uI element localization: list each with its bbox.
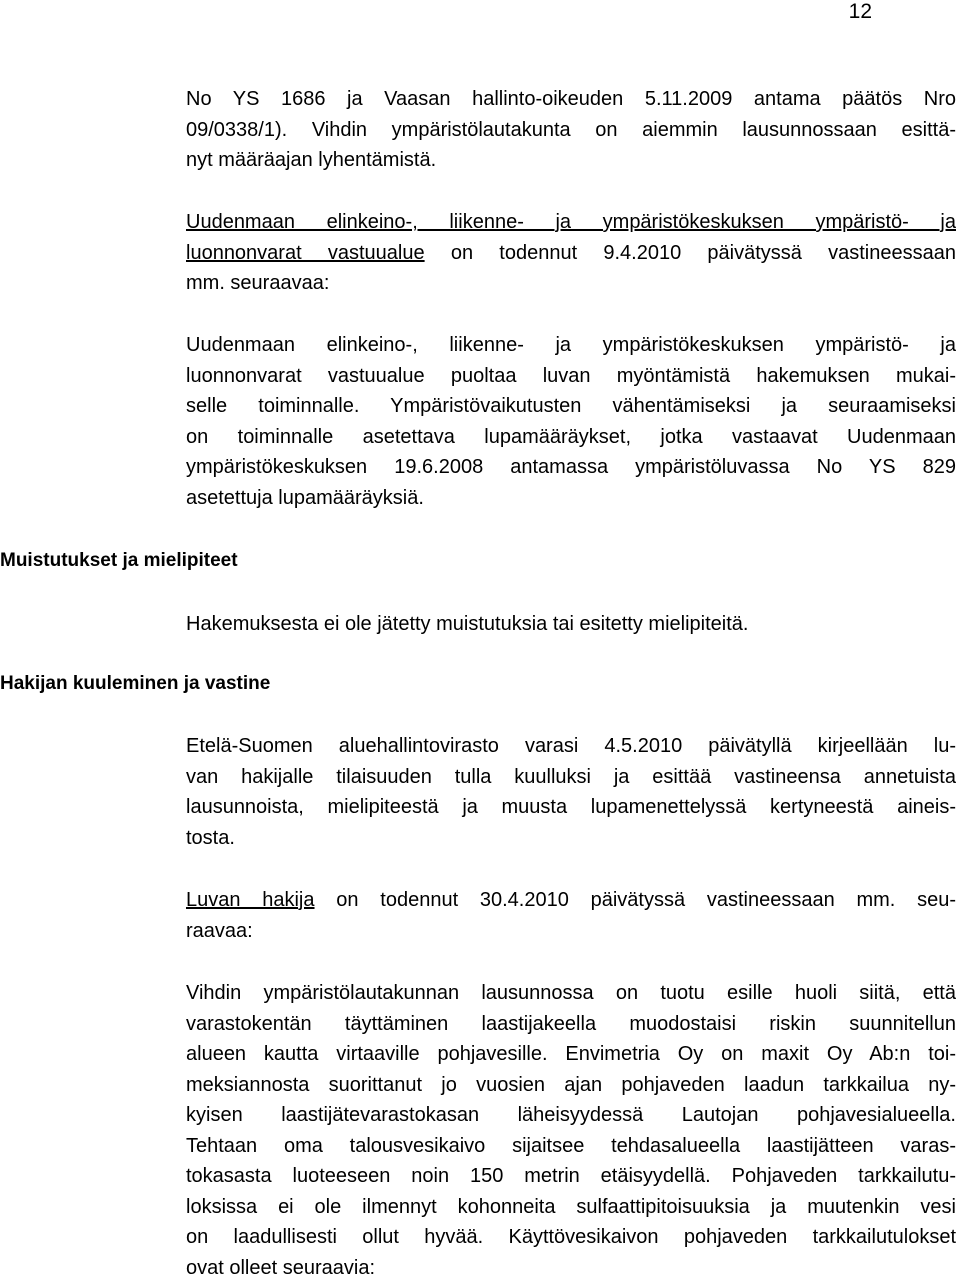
- text-line: 09/0338/1). Vihdin ympäristölautakunta on aiemmin lausunnossaan esittä-: [186, 115, 956, 146]
- text-line: Uudenmaan elinkeino-, liikenne- ja ympäristökeskuksen ympäristö- ja: [186, 330, 956, 361]
- text-line: asetettuja lupamääräyksiä.: [186, 483, 956, 514]
- text-line: Tehtaan oma talousvesikaivo sijaitsee tehdasalueella laastijätteen varas-: [186, 1131, 956, 1162]
- text-line: van hakijalle tilaisuuden tulla kuulluksi ja esittää vastineensa annetuista: [186, 762, 956, 793]
- text-fragment: on todennut 30.4.2010 päivätyssä vastineessaan mm. seu-: [315, 889, 957, 911]
- text-line: on toiminnalle asetettava lupamääräykset, jotka vastaavat Uudenmaan: [186, 422, 956, 453]
- text-line: alueen kautta virtaaville pohjavesille. Envimetria Oy on maxit Oy Ab:n toi-: [186, 1039, 956, 1070]
- text-line: lausunnoista, mielipiteestä ja muusta lupamenettelyssä kertyneestä aineis-: [186, 792, 956, 823]
- text-line: ympäristökeskuksen 19.6.2008 antamassa ympäristöluvassa No YS 829: [186, 452, 956, 483]
- page-number: 12: [849, 0, 872, 24]
- underlined-authority-name: Uudenmaan elinkeino-, liikenne- ja ympäristökeskuksen ympäristö- ja: [186, 207, 956, 238]
- paragraph-ely-statement-intro: [186, 207, 956, 299]
- underlined-applicant: Luvan hakija: [186, 889, 315, 911]
- text-line: tokasasta luoteeseen noin 150 metrin etäisyydellä. Pohjaveden tarkkailutu-: [186, 1161, 956, 1192]
- paragraph-applicant-response: [186, 978, 956, 1283]
- text-line: [186, 885, 956, 916]
- text-fragment: on todennut 9.4.2010 päivätyssä vastineessaan: [425, 242, 956, 264]
- text-line: Etelä-Suomen aluehallintovirasto varasi 4.5.2010 päivätyllä kirjeellään lu-: [186, 731, 956, 762]
- text-line: kyisen laastijätevarastokasan läheisyydessä Lautojan pohjavesialueella.: [186, 1100, 956, 1131]
- text-line: luonnonvarat vastuualue puoltaa luvan myöntämistä hakemuksen mukai-: [186, 361, 956, 392]
- side-heading-comments: Muistutukset ja mielipiteet: [0, 549, 238, 573]
- text-line: ovat olleet seuraavia:: [186, 1253, 956, 1283]
- text-line: No YS 1686 ja Vaasan hallinto-oikeuden 5.11.2009 antama päätös Nro: [186, 84, 956, 115]
- paragraph-continuation: [186, 84, 956, 176]
- text-line: mm. seuraavaa:: [186, 268, 956, 299]
- text-line: meksiannosta suorittanut jo vuosien ajan pohjaveden laadun tarkkailua ny-: [186, 1070, 956, 1101]
- text-line: selle toiminnalle. Ympäristövaikutusten vähentämiseksi ja seuraamiseksi: [186, 391, 956, 422]
- text-line: nyt määräajan lyhentämistä.: [186, 145, 956, 176]
- text-line: varastokentän täyttäminen laastijakeella muodostaisi riskin suunnitellun: [186, 1009, 956, 1040]
- text-line: loksissa ei ole ilmennyt kohonneita sulfaattipitoisuuksia ja muutenkin vesi: [186, 1192, 956, 1223]
- text-line: [186, 238, 956, 269]
- text-line: raavaa:: [186, 916, 956, 947]
- text-line: Vihdin ympäristölautakunnan lausunnossa on tuotu esille huoli siitä, että: [186, 978, 956, 1009]
- paragraph-ely-statement: [186, 330, 956, 513]
- text-line: on laadullisesti ollut hyvää. Käyttövesikaivon pohjaveden tarkkailutulokset: [186, 1222, 956, 1253]
- paragraph-hearing: [186, 731, 956, 853]
- paragraph-no-comments: [186, 609, 956, 640]
- text-line: tosta.: [186, 823, 956, 854]
- side-heading-applicant-hearing: Hakijan kuuleminen ja vastine: [0, 672, 270, 696]
- underlined-authority-name: luonnonvarat vastuualue: [186, 242, 425, 264]
- paragraph-applicant-response-intro: [186, 885, 956, 946]
- text-line: Hakemuksesta ei ole jätetty muistutuksia tai esitetty mielipiteitä.: [186, 609, 956, 640]
